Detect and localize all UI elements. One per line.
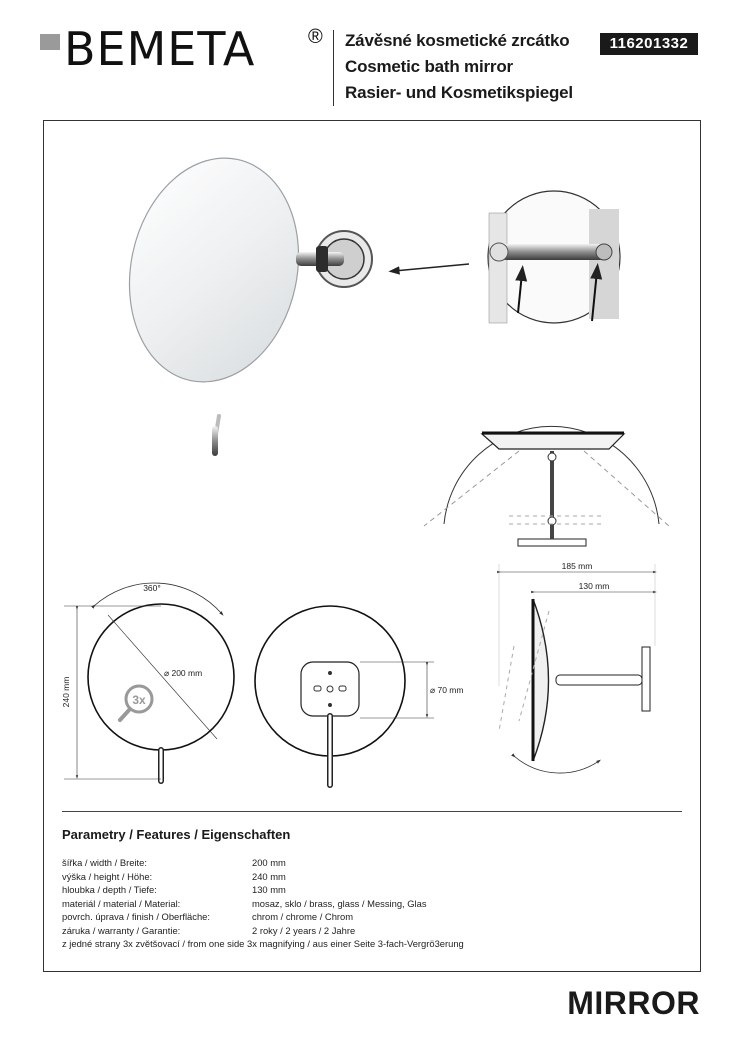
title-german: Rasier- und Kosmetikspiegel [345,83,573,102]
param-row [62,883,682,897]
param-label: povrch. úprava / finish / Oberfläche: [62,911,210,922]
param-value: 200 mm [252,857,286,868]
param-label: záruka / warranty / Garantie: [62,924,181,936]
param-row [62,924,682,938]
product-titles [345,28,573,106]
parameters-section [62,827,682,951]
param-label: hloubka / depth / Tiefe: [62,884,157,895]
section-divider [62,811,682,812]
side-view [499,564,655,773]
title-czech: Závěsné kosmetické zrcátko [345,31,570,50]
rotation-label: 360° [143,583,161,593]
title-divider [333,30,334,106]
detail-arrow [394,264,469,271]
magnification-label: 3x [132,693,146,707]
registered-mark: ® [308,26,323,48]
category-label: MIRROR [567,985,700,1021]
back-view [255,606,434,785]
depth-total-label: 185 mm [561,561,593,571]
logo-square-mark [40,34,60,50]
param-row [62,856,682,870]
technical-drawings [44,121,702,811]
drawing-frame [43,120,701,972]
title-english: Cosmetic bath mirror [345,57,513,76]
param-value: 2 roky / 2 years / 2 Jahre [252,924,356,936]
param-value: 240 mm [252,870,286,882]
param-row [62,910,682,924]
product-code-badge: 116201332 [600,33,698,55]
product-photo [109,142,372,456]
param-label: šířka / width / Breite: [62,857,147,868]
diameter-label: ⌀ 200 mm [164,668,203,678]
plate-diameter-label: ⌀ 70 mm [430,685,464,695]
detail-view [488,191,620,323]
parameters-title: Parametry / Features / Eigenschaften [62,827,291,842]
param-value: mosaz, sklo / brass, glass / Messing, Glas [252,897,427,909]
swivel-diagram [424,426,669,546]
brand-name: BEMETA [64,22,256,76]
param-row [62,870,682,884]
brand-logo [40,22,330,78]
front-view [64,583,234,781]
param-value: 130 mm [252,884,286,895]
depth-label: 130 mm [578,581,610,591]
param-label: výška / height / Höhe: [62,870,153,882]
param-value: chrom / chrome / Chrom [252,911,354,922]
param-row [62,897,682,911]
magnifying-note: z jedné strany 3x zvětšovací / from one side 3x magnifying / aus einer Seite 3-fach-Vergrö3erung [62,938,464,949]
param-label: materiál / material / Material: [62,897,181,909]
height-label: 240 mm [61,676,71,708]
